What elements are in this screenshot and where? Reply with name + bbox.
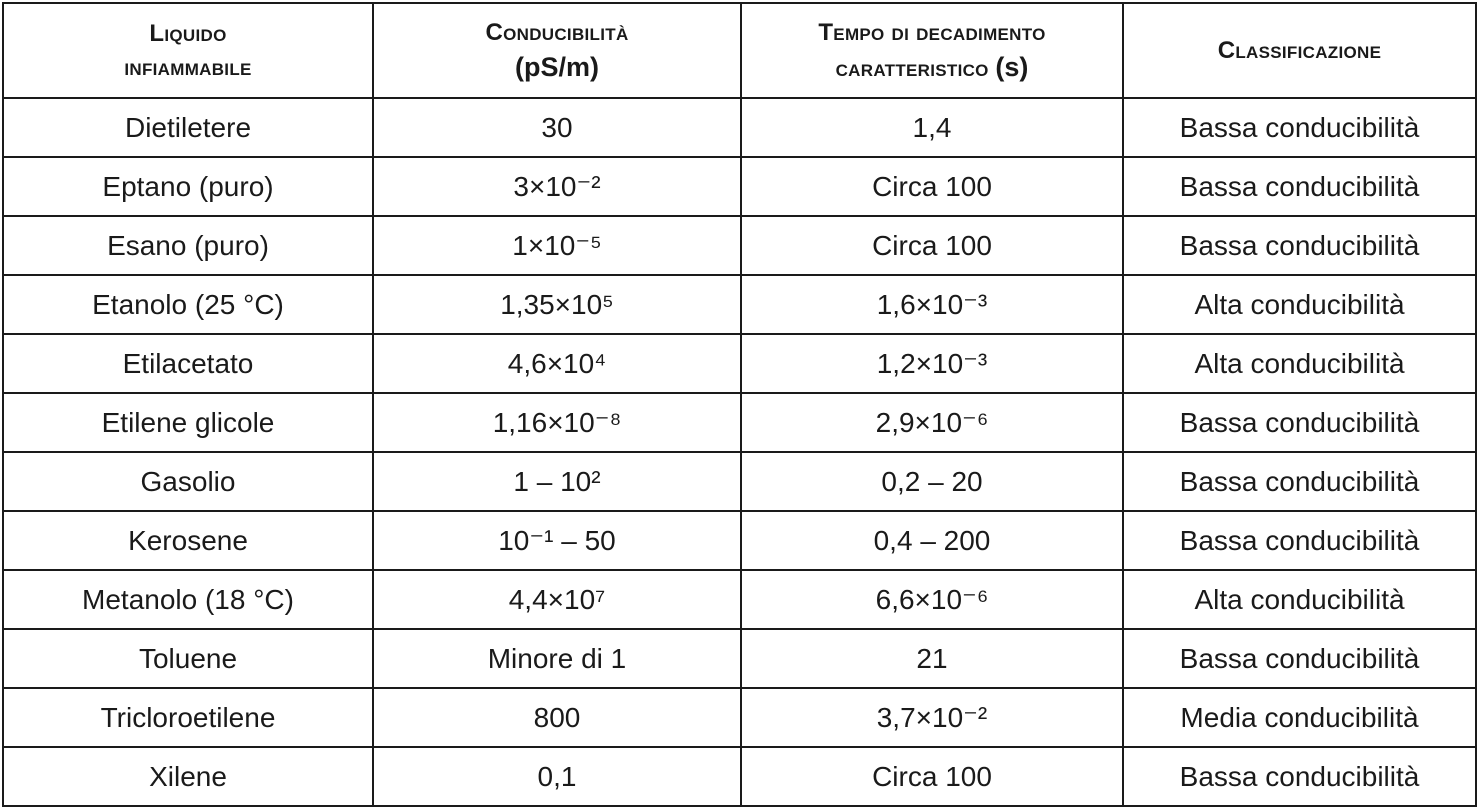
cell-decay-time: 21 <box>741 629 1123 688</box>
cell-conductivity: 10⁻¹ – 50 <box>373 511 741 570</box>
header-conductivity <box>373 3 741 98</box>
cell-liquid: Esano (puro) <box>3 216 373 275</box>
table-row <box>3 216 1476 275</box>
cell-classification: Alta conducibilità <box>1123 570 1476 629</box>
cell-decay-time: 1,4 <box>741 98 1123 157</box>
cell-classification: Bassa conducibilità <box>1123 629 1476 688</box>
table-row <box>3 157 1476 216</box>
header-classification-label: Classificazione <box>1217 36 1382 64</box>
cell-liquid: Dietiletere <box>3 98 373 157</box>
table-row <box>3 275 1476 334</box>
cell-decay-time: Circa 100 <box>741 157 1123 216</box>
header-decay-time-line1: Tempo di decadimento <box>818 18 1046 46</box>
table-row <box>3 511 1476 570</box>
cell-classification: Alta conducibilità <box>1123 334 1476 393</box>
cell-decay-time: 3,7×10⁻² <box>741 688 1123 747</box>
cell-classification: Bassa conducibilità <box>1123 216 1476 275</box>
header-liquid-line1: Liquido <box>149 19 227 47</box>
cell-liquid: Etilene glicole <box>3 393 373 452</box>
table-row <box>3 570 1476 629</box>
cell-conductivity: 4,6×10⁴ <box>373 334 741 393</box>
cell-liquid: Etanolo (25 °C) <box>3 275 373 334</box>
cell-conductivity: 1×10⁻⁵ <box>373 216 741 275</box>
cell-decay-time: Circa 100 <box>741 747 1123 806</box>
cell-decay-time: 0,4 – 200 <box>741 511 1123 570</box>
cell-decay-time: 0,2 – 20 <box>741 452 1123 511</box>
header-conductivity-line1: Conducibilità <box>485 18 629 46</box>
cell-liquid: Gasolio <box>3 452 373 511</box>
cell-decay-time: 2,9×10⁻⁶ <box>741 393 1123 452</box>
cell-classification: Media conducibilità <box>1123 688 1476 747</box>
cell-decay-time: 1,2×10⁻³ <box>741 334 1123 393</box>
cell-decay-time: Circa 100 <box>741 216 1123 275</box>
cell-conductivity: 1,16×10⁻⁸ <box>373 393 741 452</box>
header-decay-time-line2: caratteristico <box>835 54 989 82</box>
cell-conductivity: 30 <box>373 98 741 157</box>
cell-classification: Bassa conducibilità <box>1123 511 1476 570</box>
table-header-row <box>3 3 1476 98</box>
cell-liquid: Kerosene <box>3 511 373 570</box>
cell-classification: Bassa conducibilità <box>1123 747 1476 806</box>
cell-conductivity: 800 <box>373 688 741 747</box>
cell-classification: Bassa conducibilità <box>1123 393 1476 452</box>
table-row <box>3 688 1476 747</box>
cell-conductivity: Minore di 1 <box>373 629 741 688</box>
cell-decay-time: 6,6×10⁻⁶ <box>741 570 1123 629</box>
cell-liquid: Xilene <box>3 747 373 806</box>
cell-conductivity: 4,4×10⁷ <box>373 570 741 629</box>
table-row <box>3 629 1476 688</box>
table-row <box>3 393 1476 452</box>
conductivity-table-wrapper <box>2 2 1477 807</box>
conductivity-table <box>2 2 1477 807</box>
cell-liquid: Etilacetato <box>3 334 373 393</box>
table-row <box>3 98 1476 157</box>
cell-conductivity: 0,1 <box>373 747 741 806</box>
cell-decay-time: 1,6×10⁻³ <box>741 275 1123 334</box>
cell-conductivity: 3×10⁻² <box>373 157 741 216</box>
header-classification <box>1123 3 1476 98</box>
cell-liquid: Eptano (puro) <box>3 157 373 216</box>
cell-conductivity: 1,35×10⁵ <box>373 275 741 334</box>
cell-classification: Bassa conducibilità <box>1123 98 1476 157</box>
cell-classification: Bassa conducibilità <box>1123 452 1476 511</box>
table-row <box>3 747 1476 806</box>
header-decay-time <box>741 3 1123 98</box>
header-liquid <box>3 3 373 98</box>
cell-liquid: Tricloroetilene <box>3 688 373 747</box>
cell-classification: Bassa conducibilità <box>1123 157 1476 216</box>
cell-classification: Alta conducibilità <box>1123 275 1476 334</box>
table-row <box>3 334 1476 393</box>
cell-conductivity: 1 – 10² <box>373 452 741 511</box>
cell-liquid: Toluene <box>3 629 373 688</box>
header-decay-time-unit: (s) <box>995 51 1029 82</box>
header-conductivity-unit: (pS/m) <box>515 51 599 82</box>
table-row <box>3 452 1476 511</box>
header-liquid-line2: infiammabile <box>124 53 252 81</box>
cell-liquid: Metanolo (18 °C) <box>3 570 373 629</box>
